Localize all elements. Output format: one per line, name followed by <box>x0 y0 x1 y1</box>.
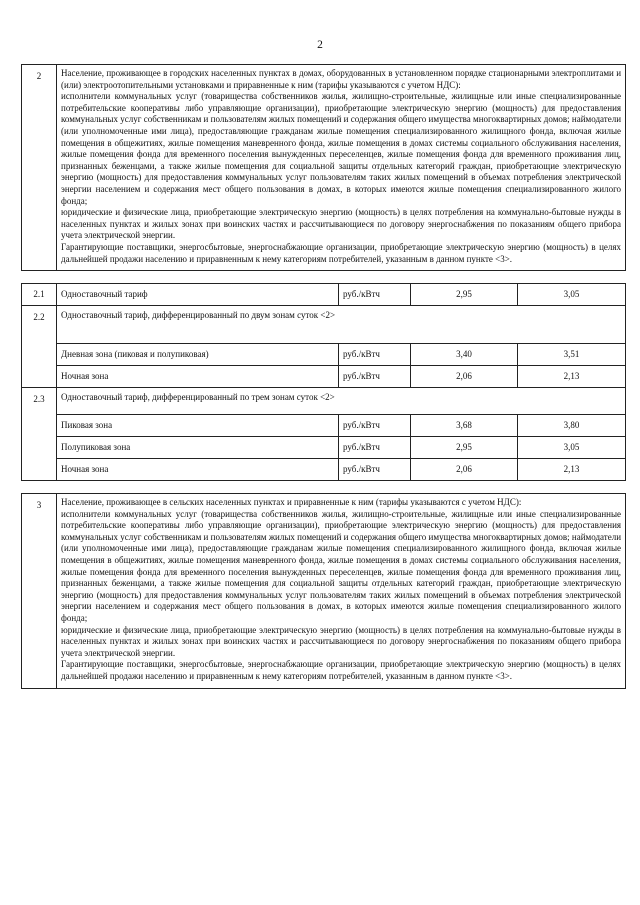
paragraph: исполнители коммунальных услуг (товарищества собственников жилья, жилищно-строительные, жилищные или иные специализированные потребительские кооперативы либо управляющие организации), приобретающие электрическую энергию (мощность) для предоставления коммунальных услуг собственникам и пользователям жилых помещений и содержания общего имущества многоквартирных домов; наймодатели (или уполномоченные ими лица), предоставляющие гражданам жилые помещения специализированного жилищного фонда, включая жилые помещения в общежитиях, жилые помещения маневренного фонда, жилые помещения в домах системы социального обслуживания населения, жилые помещения фонда для временного поселения вынужденных переселенцев, жилые помещения фонда для временного проживания лиц, признанных беженцами, а также жилые помещения для социальной защиты отдельных категорий граждан, приобретающие электрическую энергию (мощность) для предоставления коммунальных услуг пользователям таких жилых помещений в объемах потребления электрической энергии населением и содержания мест общего пользования в домах, в которых имеются жилые помещения специализированного жилого фонда; <box>61 508 622 624</box>
paragraph: Население, проживающее в городских населенных пунктах в домах, оборудованных в установленном порядке стационарными электроплитами и (или) электроотопительными установками и приравненные к ним (тарифы указываются с учетом НДС): <box>61 68 622 90</box>
page-number: 2 <box>317 39 323 51</box>
tariff-group-title: Одноставочный тариф, дифференцированный по двум зонам суток <2> <box>57 306 626 344</box>
value-period-1: 2,06 <box>411 459 518 481</box>
zone-label: Полупиковая зона <box>57 437 339 459</box>
row-number: 2.1 <box>22 284 57 306</box>
value-period-2: 3,05 <box>518 437 626 459</box>
unit: руб./кВтч <box>339 437 411 459</box>
zone-label: Дневная зона (пиковая и полупиковая) <box>57 344 339 366</box>
value-period-1: 3,68 <box>411 415 518 437</box>
zone-row <box>22 344 626 366</box>
paragraph: юридические и физические лица, приобретающие электрическую энергию (мощность) в целях потребления на коммунально-бытовые нужды в населенных пунктах и жилых зонах при воинских частях и рассчитывающиеся по договору энергоснабжения по показаниям общего прибора учета электрической энергии. <box>61 624 622 658</box>
section-description <box>57 65 626 271</box>
unit: руб./кВтч <box>339 415 411 437</box>
unit: руб./кВтч <box>339 344 411 366</box>
tariff-group-title: Одноставочный тариф, дифференцированный по трем зонам суток <2> <box>57 388 626 415</box>
zone-row <box>22 437 626 459</box>
value-period-1: 2,95 <box>411 437 518 459</box>
row-number: 3 <box>22 494 57 689</box>
paragraph: юридические и физические лица, приобретающие электрическую энергию (мощность) в целях потребления на коммунально-бытовые нужды в населенных пунктах и жилых зонах при воинских частях и рассчитывающиеся по договору энергоснабжения по показаниям общего прибора учета электрической энергии. <box>61 207 622 241</box>
value-period-1: 2,06 <box>411 366 518 388</box>
zone-row <box>22 459 626 481</box>
zone-row <box>22 415 626 437</box>
value-period-1: 3,40 <box>411 344 518 366</box>
row-number: 2.2 <box>22 306 57 388</box>
paragraph: Гарантирующие поставщики, энергосбытовые, энергоснабжающие организации, приобретающие электрическую энергию (мощность) в целях дальнейшей продажи населению и приравненным к нему категориям потребителей, указанным в данном пункте <3>. <box>61 659 622 681</box>
value-period-2: 2,13 <box>518 366 626 388</box>
section-description <box>57 494 626 689</box>
tariff-row <box>22 284 626 306</box>
section-row-3 <box>22 494 626 689</box>
value-period-1: 2,95 <box>411 284 518 306</box>
value-period-2: 2,13 <box>518 459 626 481</box>
zone-label: Ночная зона <box>57 366 339 388</box>
paragraph: Гарантирующие поставщики, энергосбытовые, энергоснабжающие организации, приобретающие электрическую энергию (мощность) в целях дальнейшей продажи населению и приравненным к нему категориям потребителей, указанным в данном пункте <3>. <box>61 241 622 264</box>
paragraph: Население, проживающее в сельских населенных пунктах и приравненные к ним (тарифы указываются с учетом НДС): <box>61 497 522 508</box>
tariff-group-title-row <box>22 388 626 415</box>
tariff-group-title-row <box>22 306 626 344</box>
zone-row <box>22 366 626 388</box>
value-period-2: 3,80 <box>518 415 626 437</box>
unit: руб./кВтч <box>339 366 411 388</box>
value-period-2: 3,51 <box>518 344 626 366</box>
zone-label: Пиковая зона <box>57 415 339 437</box>
unit: руб./кВтч <box>339 459 411 481</box>
paragraph: исполнители коммунальных услуг (товарищества собственников жилья, жилищно-строительные, жилищные или иные специализированные потребительские кооперативы либо управляющие организации), приобретающие электрическую энергию (мощность) для предоставления коммунальных услуг собственникам и пользователям жилых помещений и содержания общего имущества многоквартирных домов; наймодатели (или уполномоченные ими лица), предоставляющие гражданам жилые помещения специализированного жилищного фонда, включая жилые помещения в общежитиях, жилые помещения маневренного фонда, жилые помещения в домах системы социального обслуживания населения, жилые помещения фонда для временного поселения вынужденных переселенцев, жилые помещения фонда для временного проживания лиц, признанных беженцами, а также жилые помещения для социальной защиты отдельных категорий граждан, приобретающие электрическую энергию (мощность) для предоставления коммунальных услуг пользователям таких жилых помещений в объемах потребления электрической энергии населением и содержания мест общего пользования в домах, в которых имеются жилые помещения специализированного жилого фонда; <box>61 91 622 206</box>
row-number: 2 <box>22 65 57 271</box>
value-period-2: 3,05 <box>518 284 626 306</box>
unit: руб./кВтч <box>339 284 411 306</box>
tariff-label: Одноставочный тариф <box>57 284 339 306</box>
zone-label: Ночная зона <box>57 459 339 481</box>
tariff-table <box>21 64 626 689</box>
section-row-2 <box>22 65 626 271</box>
row-number: 2.3 <box>22 388 57 481</box>
